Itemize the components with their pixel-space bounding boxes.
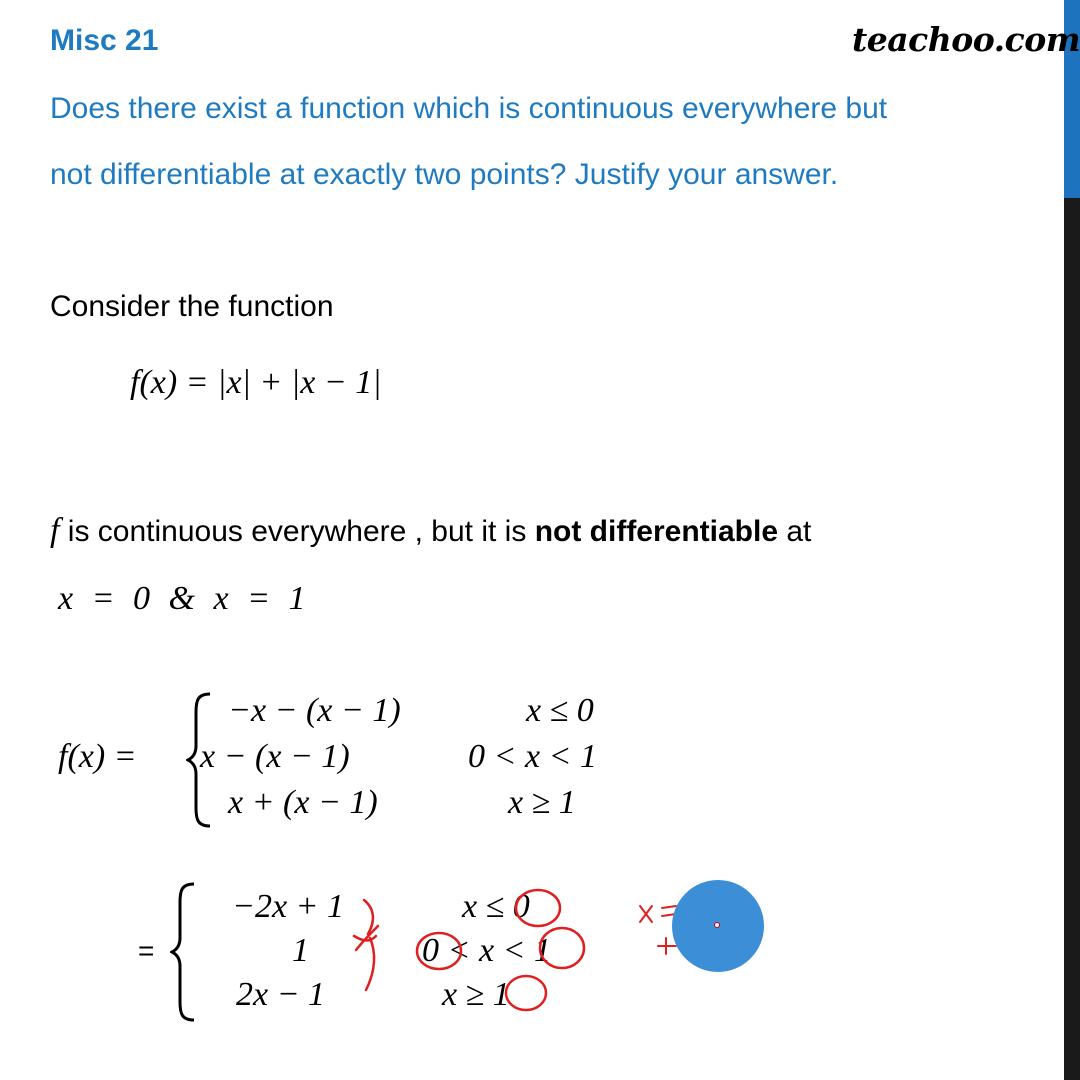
circle-zero-1 <box>516 890 560 926</box>
continuity-at-text: at <box>778 515 812 548</box>
question-line-1: Does there exist a function which is continuous everywhere but <box>50 92 888 125</box>
circle-one-2 <box>506 976 546 1010</box>
equals-sign: = <box>138 935 155 966</box>
f-symbol: f <box>50 512 60 549</box>
annotation-mark <box>354 926 378 950</box>
piece2-expr-2: 1 <box>292 932 309 969</box>
not-differentiable-text: not differentiable <box>534 515 779 548</box>
handwritten-text: x = 0 <box>640 904 643 905</box>
piece-expr-2: x − (x − 1) <box>200 738 350 775</box>
piece2-cond-1: x ≤ 0 <box>462 888 530 925</box>
piecewise-definition-1 <box>58 690 658 830</box>
piece-expr-1: −x − (x − 1) <box>228 692 401 729</box>
nondifferentiable-points: x = 0 & x = 1 <box>58 580 306 617</box>
piece-cond-2: 0 < x < 1 <box>468 738 597 775</box>
circle-zero-2 <box>417 933 461 969</box>
question-line-2: not differentiable at exactly two points? Justify your answer. <box>50 158 839 191</box>
piece-cond-3: x ≥ 1 <box>508 784 576 821</box>
function-definition: f(x) = |x| + |x − 1| <box>130 364 382 401</box>
annotation-bracket-2 <box>366 938 374 990</box>
piece2-cond-3: x ≥ 1 <box>442 976 510 1013</box>
continuity-text: is continuous everywhere , but it is <box>59 515 535 548</box>
piece2-cond-2: 0 < x < 1 <box>422 932 551 969</box>
left-brace-icon <box>170 880 198 1025</box>
annotation-bracket-1 <box>364 900 373 934</box>
teachoo-logo: teachoo.com <box>852 20 1080 59</box>
piece-cond-1: x ≤ 0 <box>526 692 594 729</box>
circle-one-1 <box>540 928 584 968</box>
pointer-center <box>714 922 720 928</box>
piece-expr-3: x + (x − 1) <box>228 784 378 821</box>
question-number: Misc 21 <box>50 24 159 57</box>
continuity-statement <box>50 512 811 550</box>
consider-text: Consider the function <box>50 290 334 323</box>
piece2-expr-1: −2x + 1 <box>232 888 344 925</box>
handwritten-text-2: x = 1 <box>640 950 643 951</box>
piecewise-lhs: f(x) = <box>58 738 137 775</box>
handwritten-annotations <box>340 880 700 1020</box>
piece2-expr-3: 2x − 1 <box>236 976 326 1013</box>
